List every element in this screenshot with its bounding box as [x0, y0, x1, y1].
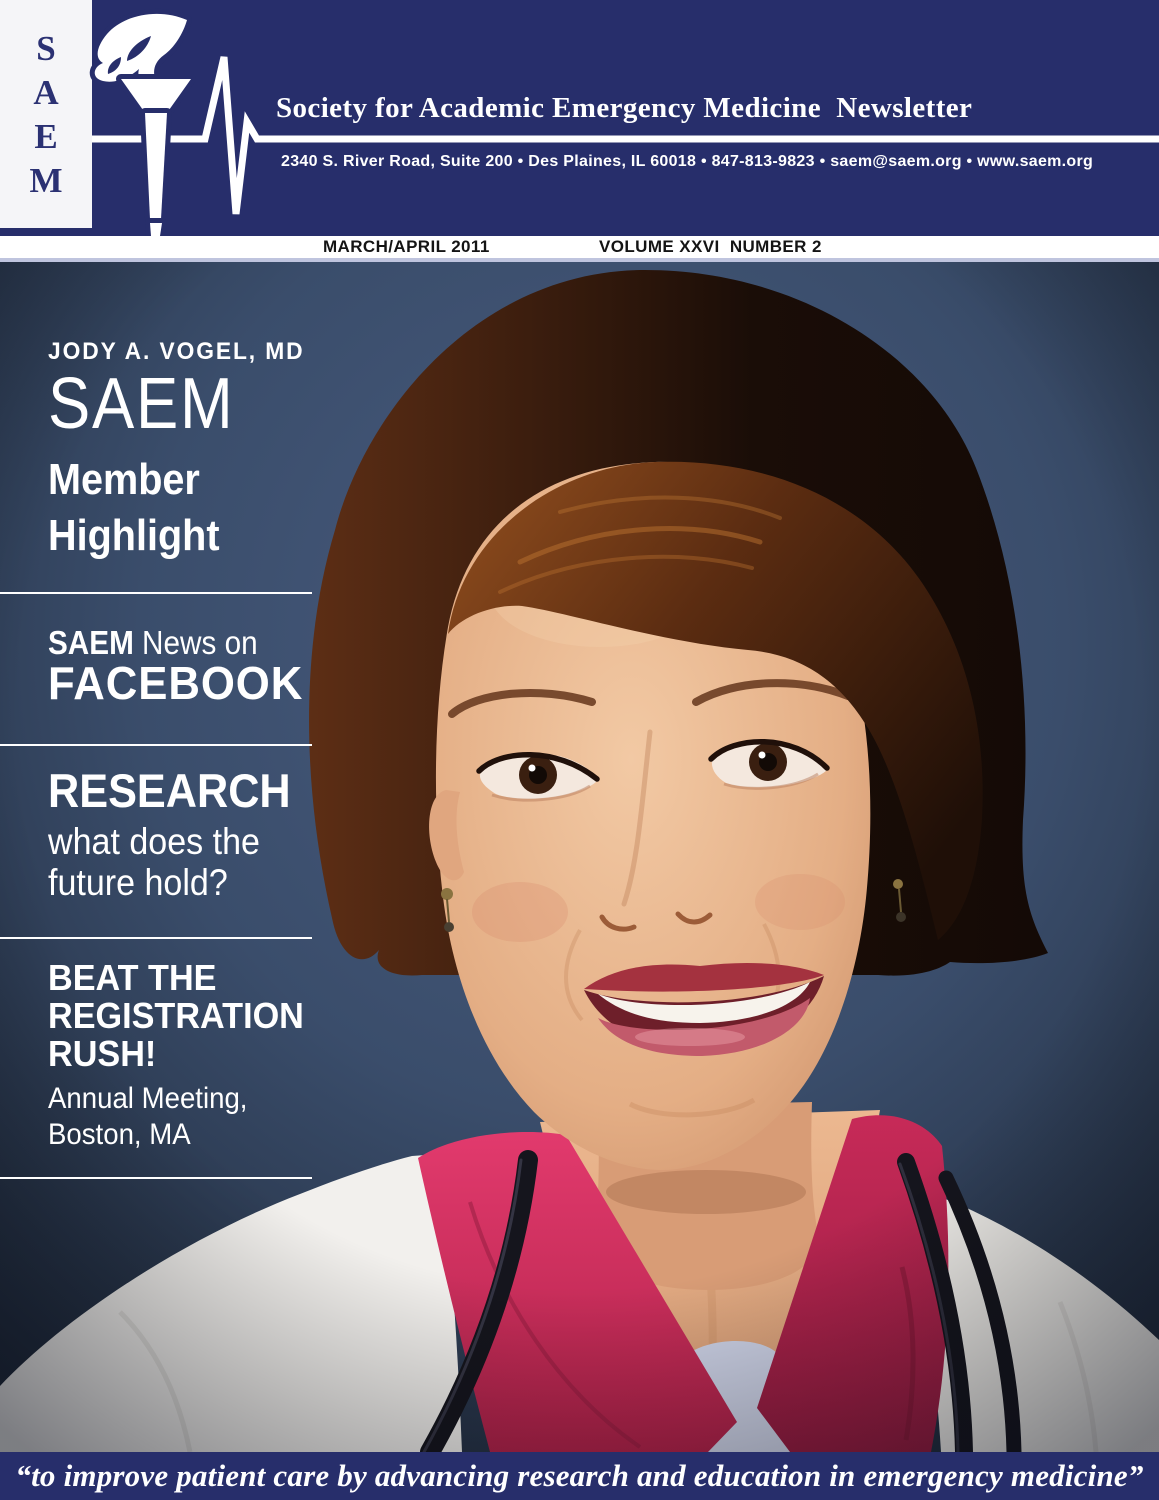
feature-line1: Member	[48, 455, 200, 504]
logo-letter-m: M	[29, 160, 63, 200]
facebook-lead	[48, 626, 258, 659]
rush-line2: REGISTRATION	[48, 995, 304, 1036]
logo-letter-s: S	[36, 28, 56, 68]
feature-line2: Highlight	[48, 511, 220, 560]
issue-date: MARCH/APRIL 2011	[323, 237, 490, 256]
rush-line1: BEAT THE	[48, 957, 217, 998]
header-address: 2340 S. River Road, Suite 200 • Des Plaines, IL 60018 • 847-813-9823 • saem@saem.org • www.saem.org	[281, 153, 1094, 170]
sidebar	[0, 262, 340, 1452]
divider	[0, 592, 312, 594]
footer-banner	[0, 1452, 1159, 1500]
research-title: RESEARCH	[48, 764, 291, 817]
rush-sub2: Boston, MA	[48, 1118, 191, 1151]
rush-sub1: Annual Meeting,	[48, 1082, 248, 1115]
facebook-lead-rest: News on	[133, 624, 258, 661]
newsletter-title: Society for Academic Emergency Medicine Newsletter	[276, 92, 973, 124]
mission-quote: “to improve patient care by advancing research and education in emergency medicine”	[15, 1458, 1144, 1493]
issue-band	[0, 236, 1159, 258]
divider	[0, 744, 312, 746]
byline: JODY A. VOGEL, MD	[48, 338, 305, 365]
facebook-title: FACEBOOK	[48, 657, 304, 709]
logo-letter-a: A	[33, 72, 59, 112]
feature-title: SAEM	[48, 364, 235, 444]
issue-volume: VOLUME XXVI NUMBER 2	[599, 237, 822, 256]
facebook-lead-bold: SAEM	[48, 624, 134, 661]
divider	[0, 937, 312, 939]
saem-logo-box	[0, 0, 92, 228]
research-sub1: what does the	[48, 821, 260, 862]
research-sub2: future hold?	[48, 862, 228, 903]
rush-line3: RUSH!	[48, 1033, 157, 1074]
logo-letter-e: E	[34, 116, 58, 156]
divider	[0, 1177, 312, 1179]
